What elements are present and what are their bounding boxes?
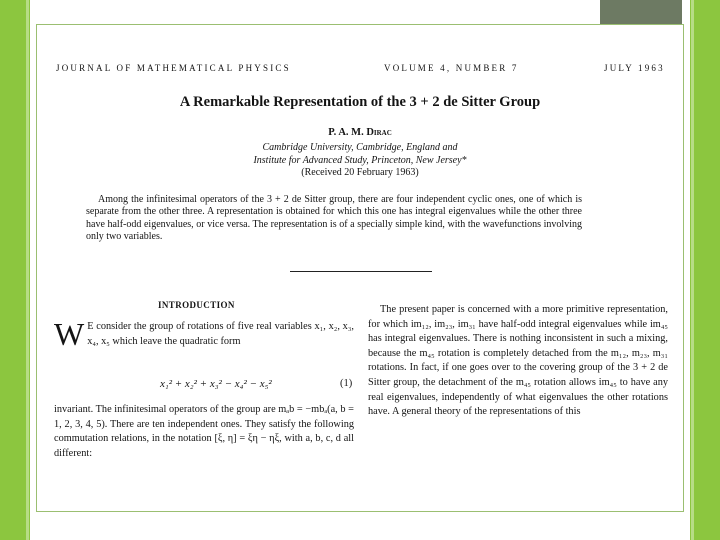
abstract: Among the infinitesimal operators of the 3 + 2 de Sitter group, there are four independent cyclic ones, one of which is separate from the other three. A representation is obtained for which this one has integral eigenvalues while the other three have half-odd eigenvalues, or vice versa. The representation is of a specially simple kind, with the wavefunctions involving only two variables. [86,194,582,242]
journal-date: JULY 1963 [604,63,665,73]
abstract-divider [290,271,432,272]
paper-author: P. A. M. Dirac [328,127,392,138]
equation-number: (1) [340,378,353,389]
intro-paragraph-1 [54,316,354,352]
intro-paragraph-1-text: E consider the group of rotations of five real variables x₁, x₂, x₃, x₄, x₅ which leave the quadratic form [87,321,354,347]
section-heading: INTRODUCTION [158,300,235,310]
intro-paragraph-2: invariant. The infinitesimal operators of the group are mₐb = −mbₐ(a, b = 1, 2, 3, 4, 5). There are ten independent ones. They satisfy the following commutation relations, in the notation [ξ, η] = ξη − ηξ, with a, b, c, d all different: [54,404,354,459]
right-column-paragraph: The present paper is concerned with a more primitive representation, for which im₁₂, im₂₃, im₃₁ have half-odd integral eigenvalues while im₄₅ has integral eigenvalues. There is nothing inconsistent in such a mixing, because the m₄₅ rotation is completely detached from the m₁₂, m₂₃, m₃₁ rotations. In fact, if one goes over to the covering group of the 3 + 2 de Sitter group, the detachment of the m₄₅ rotation allows im₄₅ to have any real eigenvalues, independently of what eigenvalues the other rotations have. A general theory of the representations of this [368,304,668,418]
author-affiliation-2: Institute for Advanced Study, Princeton, New Jersey* [253,155,467,166]
author-affiliation-1: Cambridge University, Cambridge, England and [262,142,458,153]
drop-cap: W [54,316,85,352]
journal-name: JOURNAL OF MATHEMATICAL PHYSICS [56,63,291,73]
journal-volume: VOLUME 4, NUMBER 7 [384,63,519,73]
received-date: (Received 20 February 1963) [301,167,419,178]
paper-title: A Remarkable Representation of the 3 + 2 de Sitter Group [179,94,541,110]
equation-1: x₁² + x₂² + x₃² − x₄² − x₅² [160,378,272,390]
